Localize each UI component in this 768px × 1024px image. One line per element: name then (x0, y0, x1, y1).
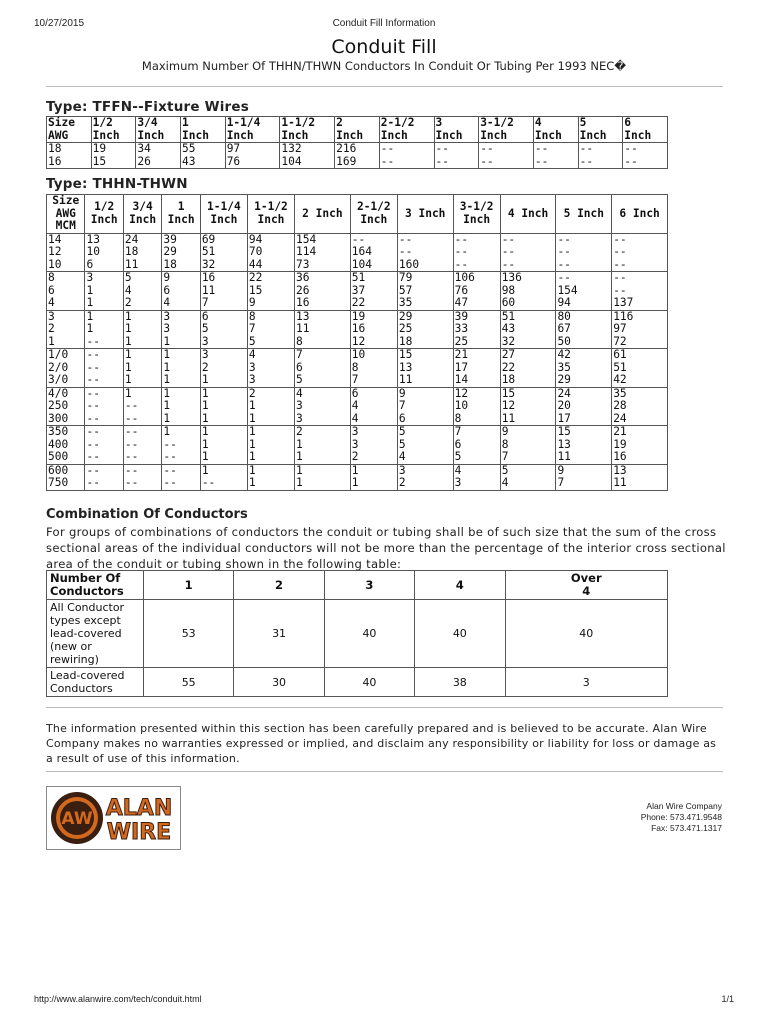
company-phone: Phone: 573.471.9548 (640, 812, 722, 822)
table-cell: 5 5 4 (397, 426, 453, 465)
table-cell: 15 13 11 (556, 426, 612, 465)
table-cell: 1 1 1 (200, 387, 247, 426)
tffn-header-cell: 1 Inch (181, 117, 226, 143)
table-cell: 7 6 5 (295, 349, 351, 388)
table-cell: 27 22 18 (500, 349, 556, 388)
table-row (47, 426, 668, 465)
table-cell: 24 18 11 (123, 233, 161, 272)
logo-graphic (47, 787, 180, 849)
table-cell: 3 2 1 (200, 349, 247, 388)
thhn-header-cell: 1-1/2 Inch (247, 195, 294, 234)
table-cell: 40 (324, 600, 414, 668)
table-cell: 53 (144, 600, 234, 668)
combination-header-cell: 2 (234, 571, 324, 600)
table-cell: 3 2 1 (47, 310, 85, 349)
table-cell: 4 3 (453, 464, 500, 490)
table-cell: 1/0 2/0 3/0 (47, 349, 85, 388)
tffn-header-cell: 4 Inch (533, 117, 578, 143)
table-cell: 19 15 (91, 143, 136, 169)
table-cell: -- -- -- (85, 387, 123, 426)
table-cell: -- -- (479, 143, 534, 169)
table-cell: 1 -- -- (162, 426, 200, 465)
table-cell: 1 1 1 (200, 426, 247, 465)
table-cell: 51 37 22 (350, 272, 397, 311)
table-cell: 34 26 (136, 143, 181, 169)
tffn-header-cell: 6 Inch (623, 117, 668, 143)
table-cell: -- -- (379, 143, 434, 169)
company-name: Alan Wire Company (646, 801, 722, 811)
table-cell: -- -- -- (500, 233, 556, 272)
table-cell: 132 104 (280, 143, 335, 169)
table-cell: 69 51 32 (200, 233, 247, 272)
tffn-header-cell: 2 Inch (335, 117, 380, 143)
table-cell: 80 67 50 (556, 310, 612, 349)
table-cell: 8 6 4 (47, 272, 85, 311)
table-cell: 13 11 (612, 464, 668, 490)
thhn-header-row (47, 195, 668, 234)
table-cell: 2 1 1 (295, 426, 351, 465)
tffn-header-cell: 1/2 Inch (91, 117, 136, 143)
table-cell: 35 28 24 (612, 387, 668, 426)
table-cell: 9 8 7 (500, 426, 556, 465)
logo-initials: AW (61, 809, 93, 829)
combination-header-cell: Number Of Conductors (47, 571, 144, 600)
table-cell: -- 164 104 (350, 233, 397, 272)
divider (46, 86, 723, 87)
table-cell: -- -- -- (612, 233, 668, 272)
table-cell: 600 750 (47, 464, 85, 490)
table-cell: 4/0 250 300 (47, 387, 85, 426)
thhn-header-cell: 3 Inch (397, 195, 453, 234)
table-cell: 38 (415, 668, 505, 697)
thhn-heading: Type: THHN-THWN (46, 176, 188, 192)
table-cell: 6 4 4 (350, 387, 397, 426)
table-cell: 19 16 12 (350, 310, 397, 349)
table-row (47, 272, 668, 311)
table-cell: 1 -- (200, 464, 247, 490)
thhn-header-cell: Size AWG MCM (47, 195, 85, 234)
table-cell: 40 (324, 668, 414, 697)
combination-header-cell: Over 4 (505, 571, 668, 600)
tffn-heading: Type: TFFN--Fixture Wires (46, 99, 249, 115)
combination-header-cell: 3 (324, 571, 414, 600)
print-date: 10/27/2015 (34, 18, 85, 29)
table-cell: 3 3 1 (162, 310, 200, 349)
table-cell: -- -- (123, 464, 161, 490)
combination-row-label: All Conductor types except lead-covered (new or rewiring) (47, 600, 144, 668)
table-cell: 61 51 42 (612, 349, 668, 388)
table-cell: 30 (234, 668, 324, 697)
table-cell: 8 7 5 (247, 310, 294, 349)
table-cell: 29 25 18 (397, 310, 453, 349)
table-cell: -- -- 160 (397, 233, 453, 272)
thhn-header-cell: 6 Inch (612, 195, 668, 234)
table-cell: -- -- (578, 143, 623, 169)
table-cell: 15 13 11 (397, 349, 453, 388)
table-cell: 1 1 1 (162, 387, 200, 426)
thhn-header-cell: 2 Inch (295, 195, 351, 234)
combination-header-cell: 4 (415, 571, 505, 600)
table-cell: 10 8 7 (350, 349, 397, 388)
table-cell: 3 2 (397, 464, 453, 490)
thhn-header-cell: 2-1/2 Inch (350, 195, 397, 234)
table-cell: 9 7 (556, 464, 612, 490)
table-cell: 18 16 (47, 143, 92, 169)
logo-text-top: ALAN (105, 796, 173, 821)
table-cell: -- 154 94 (556, 272, 612, 311)
table-cell: 1 1 1 (123, 349, 161, 388)
tffn-header-cell: Size AWG (47, 117, 92, 143)
combination-header-row (47, 571, 668, 600)
print-header-title: Conduit Fill Information (332, 18, 436, 29)
tffn-header-cell: 2-1/2 Inch (379, 117, 434, 143)
table-cell: 15 12 11 (500, 387, 556, 426)
table-cell: 40 (505, 600, 668, 668)
table-cell: 97 76 (225, 143, 280, 169)
table-cell: 1 1 1 (162, 349, 200, 388)
table-cell: 14 12 10 (47, 233, 85, 272)
table-row (47, 349, 668, 388)
tffn-header-cell: 3/4 Inch (136, 117, 181, 143)
footer-page-number: 1/1 (721, 994, 734, 1004)
tffn-header-cell: 3-1/2 Inch (479, 117, 534, 143)
table-row (47, 387, 668, 426)
table-cell: 3 3 2 (350, 426, 397, 465)
thhn-header-cell: 3/4 Inch (123, 195, 161, 234)
table-cell: 1 -- -- (123, 387, 161, 426)
table-cell: 5 4 (500, 464, 556, 490)
table-cell: 36 26 16 (295, 272, 351, 311)
table-cell: 16 11 7 (200, 272, 247, 311)
divider (46, 707, 723, 708)
table-cell: 4 3 3 (247, 349, 294, 388)
combination-row-label: Lead-covered Conductors (47, 668, 144, 697)
table-cell: 1 1 (295, 464, 351, 490)
table-cell: -- -- (434, 143, 479, 169)
logo-text-bottom: WIRE (106, 820, 172, 845)
page-subtitle: Maximum Number Of THHN/THWN Conductors In Conduit Or Tubing Per 1993 NEC� (141, 59, 627, 73)
table-cell: 12 10 8 (453, 387, 500, 426)
table-cell: 2 1 1 (247, 387, 294, 426)
table-cell: -- -- (533, 143, 578, 169)
table-cell: -- -- -- (123, 426, 161, 465)
table-cell: 42 35 29 (556, 349, 612, 388)
table-row (47, 233, 668, 272)
table-cell: 136 98 60 (500, 272, 556, 311)
table-cell: 3 (505, 668, 668, 697)
thhn-table (46, 194, 668, 491)
table-cell: 22 15 9 (247, 272, 294, 311)
combination-heading: Combination Of Conductors (46, 507, 248, 522)
table-cell: 94 70 44 (247, 233, 294, 272)
table-cell: 31 (234, 600, 324, 668)
company-fax: Fax: 573.471.1317 (651, 823, 722, 833)
combination-text: For groups of combinations of conductors the conduit or tubing shall be of such size that the sum of the cross sectional areas of the individual conductors will not be more than the percentage of the interior cross sectional area of the conduit or tubing shown in the following table: (46, 525, 726, 571)
table-cell: -- -- (623, 143, 668, 169)
table-cell: 21 19 16 (612, 426, 668, 465)
thhn-header-cell: 3-1/2 Inch (453, 195, 500, 234)
table-cell: 55 43 (181, 143, 226, 169)
footer-url: http://www.alanwire.com/tech/conduit.html (34, 994, 202, 1004)
table-cell: 6 5 3 (200, 310, 247, 349)
table-cell: 9 6 4 (162, 272, 200, 311)
table-cell: 4 3 3 (295, 387, 351, 426)
table-cell: 55 (144, 668, 234, 697)
table-cell: 1 1 1 (123, 310, 161, 349)
table-cell: 1 1 1 (247, 426, 294, 465)
thhn-header-cell: 1-1/4 Inch (200, 195, 247, 234)
company-contact (641, 801, 722, 834)
table-cell: 216 169 (335, 143, 380, 169)
tffn-header-cell: 1-1/4 Inch (225, 117, 280, 143)
table-cell: 5 4 2 (123, 272, 161, 311)
table-cell: -- -- -- (85, 349, 123, 388)
table-cell: 1 1 (350, 464, 397, 490)
table-cell: 350 400 500 (47, 426, 85, 465)
table-cell: 79 57 35 (397, 272, 453, 311)
table-cell: -- -- (85, 464, 123, 490)
table-row (47, 464, 668, 490)
tffn-table (46, 116, 668, 169)
table-cell: 7 6 5 (453, 426, 500, 465)
table-cell: -- -- 137 (612, 272, 668, 311)
tffn-header-cell: 5 Inch (578, 117, 623, 143)
table-row (47, 600, 668, 668)
table-cell: 154 114 73 (295, 233, 351, 272)
table-cell: 39 33 25 (453, 310, 500, 349)
table-cell: 1 1 -- (85, 310, 123, 349)
table-cell: 13 11 8 (295, 310, 351, 349)
table-cell: 51 43 32 (500, 310, 556, 349)
disclaimer-text: The information presented within this section has been carefully prepared and is believed to be accurate. Alan Wire Company makes no warranties expressed or implied, and disclaim any responsibility or liability for loss or damage as a result of use of this information. (46, 722, 717, 765)
table-cell: 3 1 1 (85, 272, 123, 311)
table-cell: -- -- (162, 464, 200, 490)
tffn-header-cell: 3 Inch (434, 117, 479, 143)
combination-table (46, 570, 668, 697)
table-cell: 13 10 6 (85, 233, 123, 272)
combination-header-cell: 1 (144, 571, 234, 600)
table-cell: 9 7 6 (397, 387, 453, 426)
table-row (47, 310, 668, 349)
table-cell: 1 1 (247, 464, 294, 490)
table-cell: -- -- -- (85, 426, 123, 465)
table-cell: 106 76 47 (453, 272, 500, 311)
page-title: Conduit Fill (331, 36, 437, 58)
tffn-header-cell: 1-1/2 Inch (280, 117, 335, 143)
table-row (47, 143, 668, 169)
table-cell: -- -- -- (556, 233, 612, 272)
thhn-header-cell: 1 Inch (162, 195, 200, 234)
table-cell: 24 20 17 (556, 387, 612, 426)
thhn-header-cell: 4 Inch (500, 195, 556, 234)
thhn-header-cell: 5 Inch (556, 195, 612, 234)
table-cell: 39 29 18 (162, 233, 200, 272)
tffn-header-row (47, 117, 668, 143)
thhn-header-cell: 1/2 Inch (85, 195, 123, 234)
table-cell: 116 97 72 (612, 310, 668, 349)
table-cell: 21 17 14 (453, 349, 500, 388)
table-row (47, 668, 668, 697)
divider (46, 771, 723, 772)
alan-wire-logo (46, 786, 181, 850)
table-cell: 40 (415, 600, 505, 668)
table-cell: -- -- -- (453, 233, 500, 272)
